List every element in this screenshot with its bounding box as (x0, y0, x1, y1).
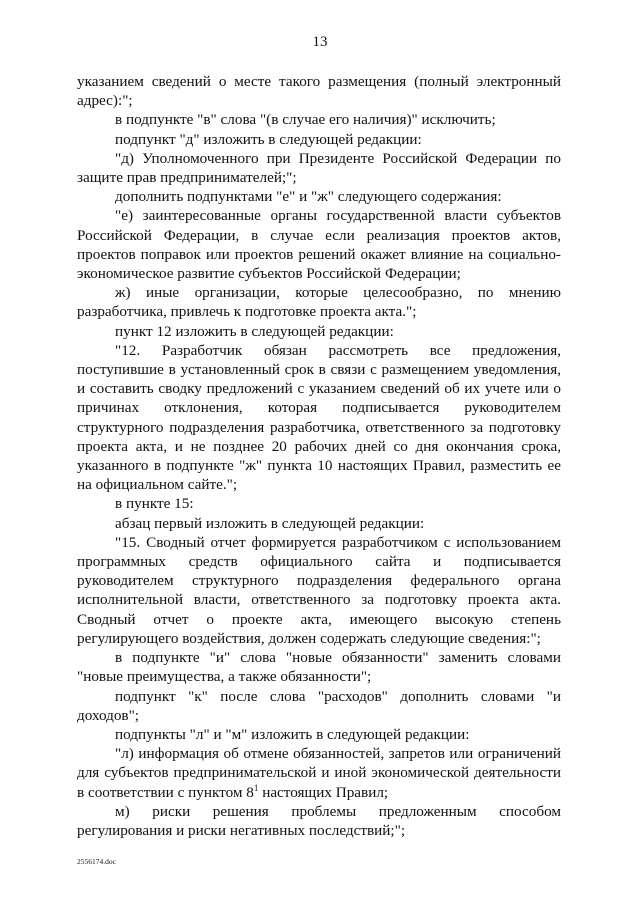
paragraph: указанием сведений о месте такого размещения (полный электронный адрес):"; (77, 73, 561, 110)
paragraph-m: м) риски решения проблемы предложенным способом регулирования и риски негативных последствий;"; (77, 802, 561, 839)
paragraph: в подпункте "в" слова "(в случае его наличия)" исключить; (115, 111, 496, 129)
paragraph: пункт 12 изложить в следующей редакции: (115, 322, 394, 340)
paragraph: в пункте 15: (115, 495, 194, 513)
paragraph: подпункты "л" и "м" изложить в следующей редакции: (115, 725, 470, 743)
paragraph-l-text: "л) информация об отмене обязанностей, запретов или ограничений для субъектов предпринимательской и иной экономической деятельности в соответствии с пунктом 8 (77, 745, 561, 801)
paragraph: ж) иные организации, которые целесообразно, по мнению разработчика, привлечь к подготовке проекта акта."; (77, 284, 561, 321)
paragraph: подпункт "к" после слова "расходов" дополнить словами "и доходов"; (77, 687, 561, 724)
paragraph: подпункт "д" изложить в следующей редакции: (115, 130, 422, 148)
document-body (77, 72, 561, 840)
paragraph: "15. Сводный отчет формируется разработчиком с использованием программных средств официального сайта и подписывается руководителем структурного подразделения федерального органа исполнительной власти, ответственного за подготовку проекта акта. Сводный отчет о проекте акта, имеющего высокую степень регулирующего воздействия, должен содержать следующие сведения:"; (77, 533, 561, 647)
paragraph: абзац первый изложить в следующей редакции: (115, 514, 425, 532)
page-number: 13 (312, 34, 328, 50)
file-name-footer: 2556174.doc (77, 857, 116, 866)
paragraph-l-text-end: настоящих Правил; (258, 783, 389, 801)
superscript: 1 (253, 782, 259, 793)
paragraph: в подпункте "и" слова "новые обязанности" заменить словами "новые преимущества, а также обязанности"; (77, 649, 561, 686)
paragraph: "12. Разработчик обязан рассмотреть все предложения, поступившие в установленный срок в связи с размещением уведомления, и составить сводку предложений с указанием сведений об их учете или о причинах отклонения, которая подписывается руководителем структурного подразделения разработчика, ответственного за подготовку проекта акта, и не позднее 20 рабочих дней со дня окончания срока, указанного в подпункте "ж" пункта 10 настоящих Правил, разместить ее на официальном сайте."; (77, 341, 561, 494)
paragraph: дополнить подпунктами "е" и "ж" следующего содержания: (115, 188, 502, 206)
paragraph: "е) заинтересованные органы государственной власти субъектов Российской Федерации, в случае если реализация проектов актов, проектов поправок или проектов решений окажет влияние на социально-экономическое развитие субъектов Российской Федерации; (77, 207, 561, 283)
paragraph-l (77, 744, 561, 802)
paragraph: "д) Уполномоченного при Президенте Российской Федерации по защите прав предпринимателей;"; (77, 149, 561, 187)
